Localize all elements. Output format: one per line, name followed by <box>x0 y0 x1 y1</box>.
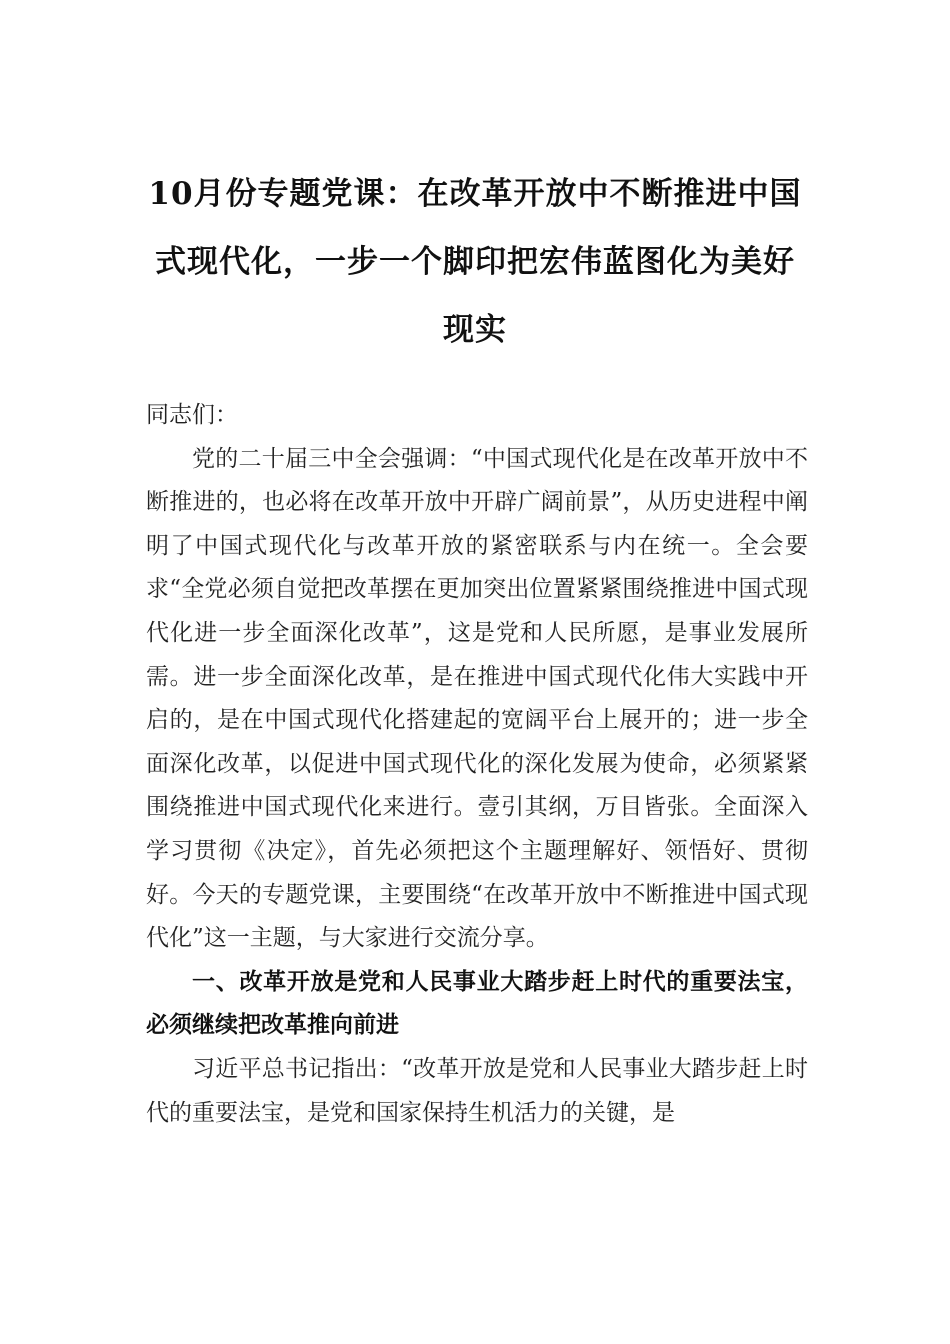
body-paragraph: 党的二十届三中全会强调：“中国式现代化是在改革开放中不断推进的，也必将在改革开放中开辟广阔前景”，从历史进程中阐明了中国式现代化与改革开放的紧密联系与内在统一。全会要求“全党必须自觉把改革摆在更加突出位置紧紧围绕推进中国式现代化进一步全面深化改革”，这是党和人民所愿，是事业发展所需。进一步全面深化改革，是在推进中国式现代化伟大实践中开启的，是在中国式现代化搭建起的宽阔平台上展开的；进一步全面深化改革，以促进中国式现代化的深化发展为使命，必须紧紧围绕推进中国式现代化来进行。壹引其纲，万目皆张。全面深入学习贯彻《决定》，首先必须把这个主题理解好、领悟好、贯彻好。今天的专题党课，主要围绕“在改革开放中不断推进中国式现代化”这一主题，与大家进行交流分享。 <box>146 445 808 952</box>
section-heading: 一、改革开放是党和人民事业大踏步赶上时代的重要法宝，必须继续把改革推向前进 <box>146 968 808 1039</box>
document-body <box>146 394 808 1135</box>
salutation: 同志们： <box>146 402 238 428</box>
document-title: 10月份专题党课：在改革开放中不断推进中国式现代化，一步一个脚印把宏伟蓝图化为美好现实 <box>148 176 802 348</box>
body-paragraph: 习近平总书记指出：“改革开放是党和人民事业大踏步赶上时代的重要法宝，是党和国家保持生机活力的关键，是 <box>146 1055 808 1126</box>
